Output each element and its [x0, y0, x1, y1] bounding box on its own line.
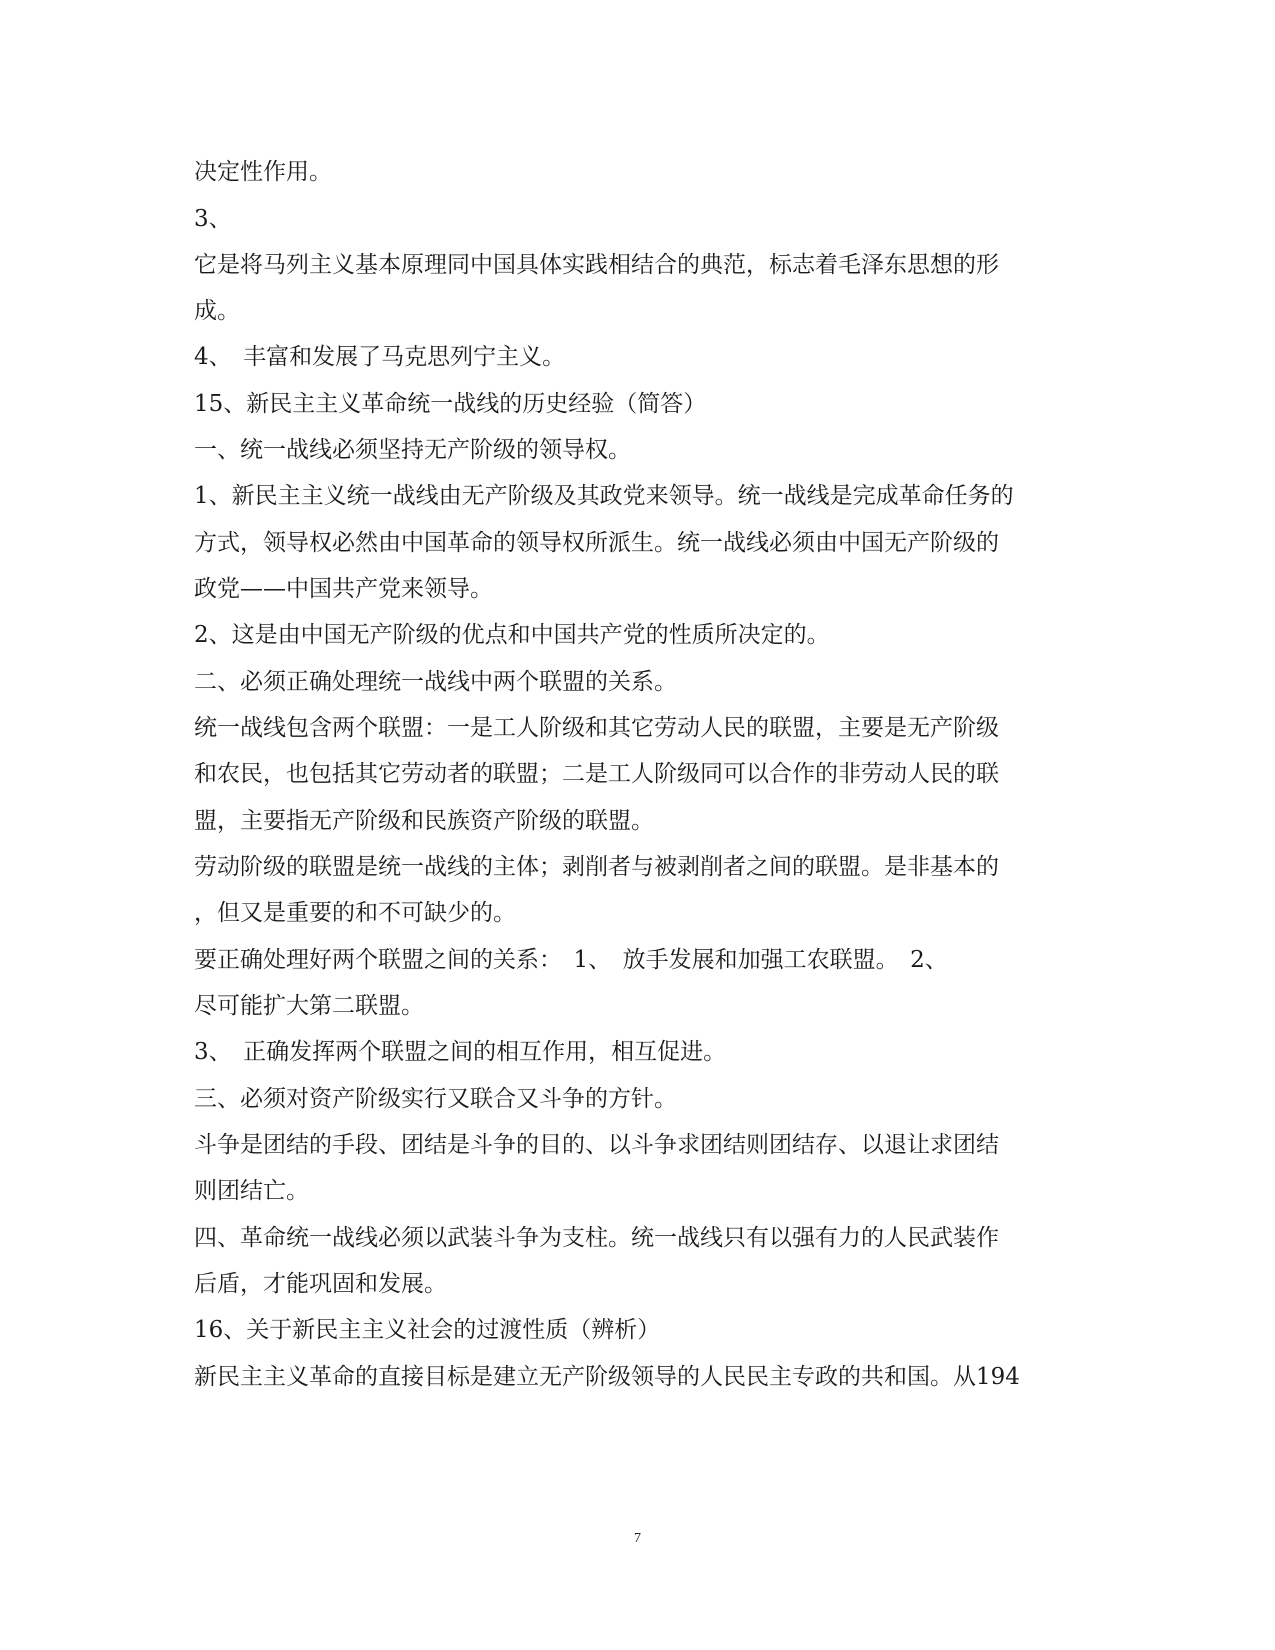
- text-line: 则团结亡。: [194, 1178, 309, 1204]
- text-line: 统一战线包含两个联盟：一是工人阶级和其它劳动人民的联盟，主要是无产阶级: [194, 715, 999, 741]
- text-line: ，但又是重要的和不可缺少的。: [194, 900, 516, 926]
- text-line: 和农民，也包括其它劳动者的联盟；二是工人阶级同可以合作的非劳动人民的联: [194, 761, 999, 787]
- text-line: 后盾，才能巩固和发展。: [194, 1271, 447, 1297]
- text-line: 决定性作用。: [194, 159, 332, 185]
- text-line: 新民主主义革命的直接目标是建立无产阶级领导的人民民主专政的共和国。从194: [194, 1364, 1020, 1390]
- text-line: 2、这是由中国无产阶级的优点和中国共产党的性质所决定的。: [194, 622, 830, 648]
- text-line: 方式，领导权必然由中国革命的领导权所派生。统一战线必须由中国无产阶级的: [194, 530, 999, 556]
- section-heading: 16、关于新民主主义社会的过渡性质（辨析）: [194, 1317, 661, 1343]
- text-line: 它是将马列主义基本原理同中国具体实践相结合的典范，标志着毛泽东思想的形: [194, 252, 999, 278]
- text-line: 3、: [194, 206, 232, 232]
- text-line: 政党——中国共产党来领导。: [194, 576, 493, 602]
- text-line: 盟，主要指无产阶级和民族资产阶级的联盟。: [194, 808, 654, 834]
- text-line: 要正确处理好两个联盟之间的关系： 1、 放手发展和加强工农联盟。 2、: [194, 947, 948, 973]
- text-line: 一、统一战线必须坚持无产阶级的领导权。: [194, 437, 631, 463]
- text-line: 三、必须对资产阶级实行又联合又斗争的方针。: [194, 1086, 677, 1112]
- section-heading: 15、新民主主义革命统一战线的历史经验（简答）: [194, 391, 707, 417]
- text-line: 4、 丰富和发展了马克思列宁主义。: [194, 344, 566, 370]
- text-line: 3、 正确发挥两个联盟之间的相互作用，相互促进。: [194, 1039, 727, 1065]
- text-line: 四、革命统一战线必须以武装斗争为支柱。统一战线只有以强有力的人民武装作: [194, 1225, 999, 1251]
- text-line: 劳动阶级的联盟是统一战线的主体；剥削者与被剥削者之间的联盟。是非基本的: [194, 854, 999, 880]
- text-line: 尽可能扩大第二联盟。: [194, 993, 424, 1019]
- text-line: 1、新民主主义统一战线由无产阶级及其政党来领导。统一战线是完成革命任务的: [194, 483, 1014, 509]
- page-number: 7: [634, 1531, 641, 1546]
- text-line: 成。: [194, 298, 240, 324]
- text-line: 二、必须正确处理统一战线中两个联盟的关系。: [194, 669, 677, 695]
- text-line: 斗争是团结的手段、团结是斗争的目的、以斗争求团结则团结存、以退让求团结: [194, 1132, 999, 1158]
